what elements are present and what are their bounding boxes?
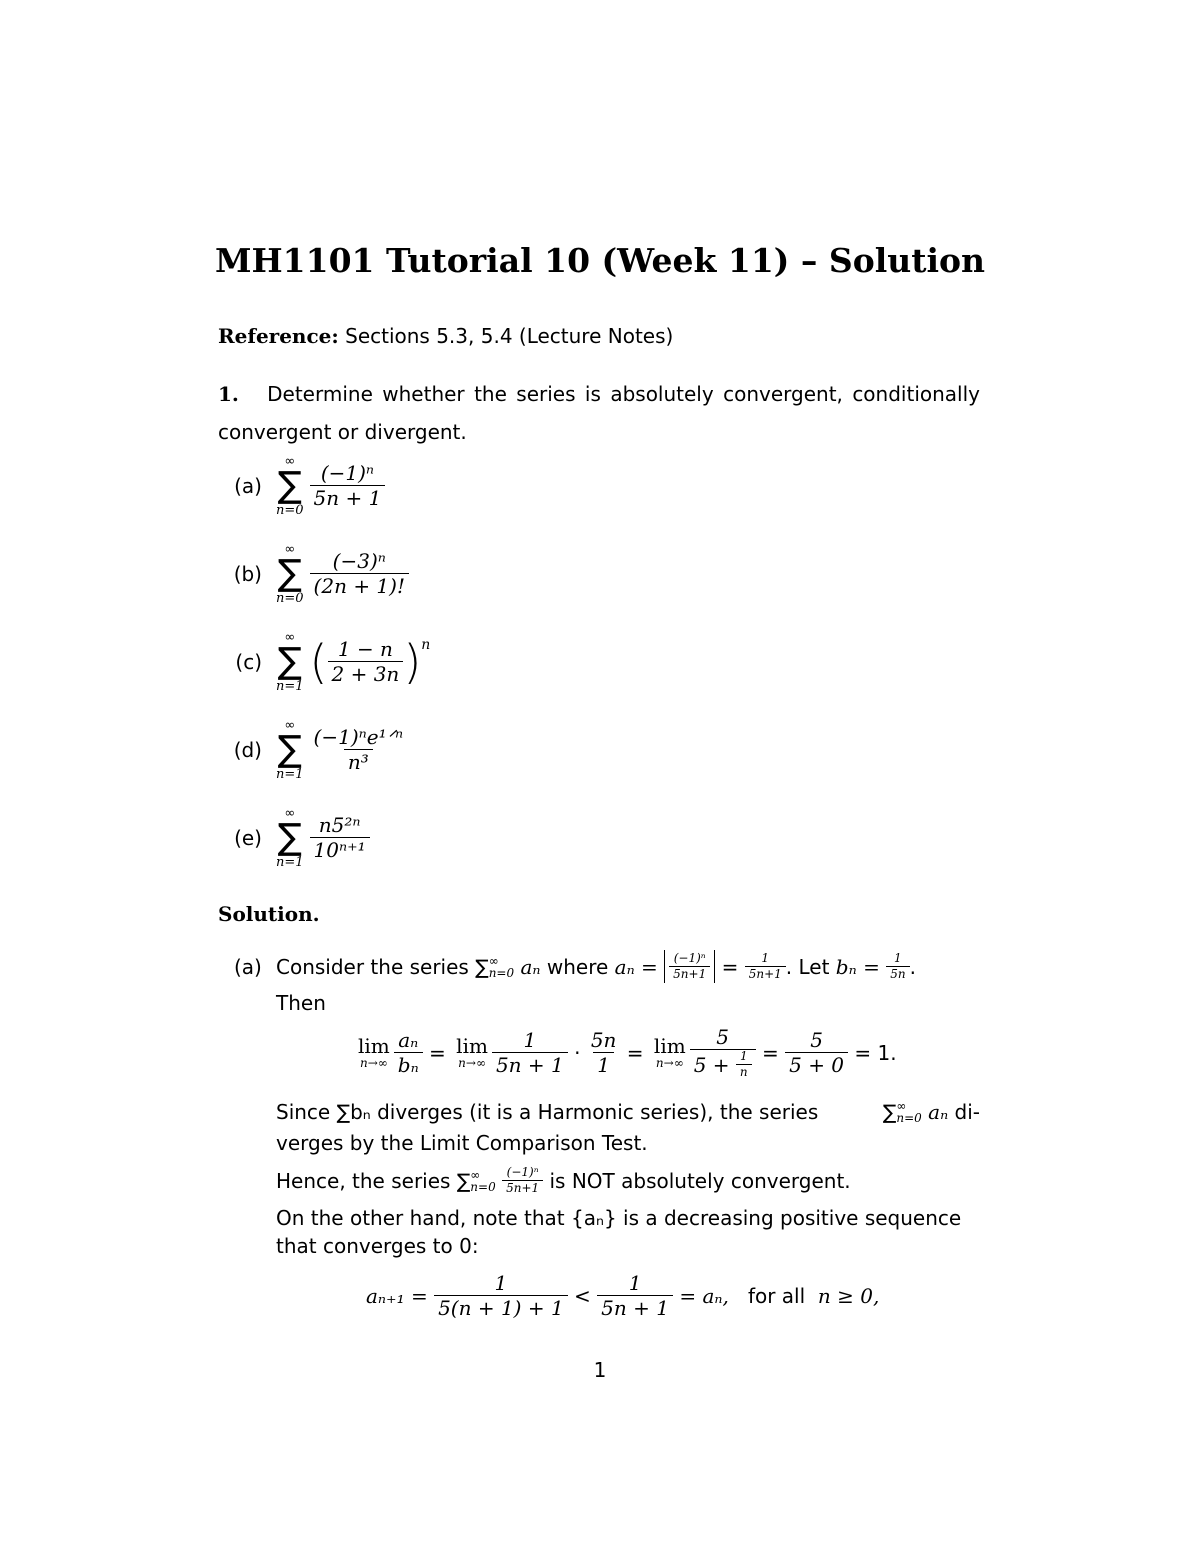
limit-equation: lim n→∞ $\frac{\text{aₙ}}{\text{bₙ}}$ = lim n→∞ $\frac{1}{5n + 1}$ · $\frac{5n}{1}$ = lim n→∞ 5 5 + $\frac{1}{n}$ = $\frac{5}{5 + 0}$ = 1.	[358, 1025, 897, 1079]
part-c	[216, 631, 430, 693]
summation: ∞ ∑ n=1	[276, 806, 304, 870]
part-d	[216, 719, 407, 781]
reference-label: Reference:	[218, 324, 339, 348]
part-a	[216, 455, 385, 517]
reference-line	[218, 324, 673, 348]
question-number: 1.	[218, 382, 239, 406]
left-paren: (	[309, 635, 328, 689]
absolute-value: $\frac{\text{(−1)ⁿ}}{5n+1}$	[664, 950, 715, 983]
part-label: (d)	[233, 738, 262, 762]
fraction: $\frac{1 - n}{2 + 3n}$	[328, 638, 404, 686]
part-label: (e)	[234, 826, 262, 850]
hence-line: Hence, the series ∑ ∞ n=0 $\frac{\text{(−1)ⁿ}}{5n+1}$ is NOT absolutely convergent.	[276, 1165, 851, 1195]
fraction: $\frac{\text{(−3)ⁿ}}{(2n + 1)!}$	[310, 550, 409, 598]
fraction: $\frac{\text{n5²ⁿ}}{\text{10ⁿ⁺¹}}$	[310, 814, 370, 862]
other-hand-line1: On the other hand, note that {aₙ} is a decreasing positive sequence	[276, 1206, 962, 1230]
since-line: Since ∑bₙ diverges (it is a Harmonic series), the series ∑ ∞ n=0 aₙ di-	[276, 1099, 980, 1125]
part-b	[216, 543, 409, 605]
part-e	[216, 807, 370, 869]
page-number: 1	[593, 1358, 607, 1382]
right-paren: )	[403, 635, 422, 689]
summation: ∞ ∑ n=0	[276, 542, 304, 606]
solution-heading: Solution.	[218, 902, 320, 926]
solution-a-line1: (a) Consider the series ∑ ∞ n=0 aₙ where aₙ = $\frac{\text{(−1)ⁿ}}{5n+1}$ = $\frac{1}{5n+1}$ . Let bₙ = $\frac{1}{5n}$ .	[234, 950, 916, 983]
fraction: $\frac{\text{(−1)ⁿe¹ᐟⁿ}}{\text{n³}}$	[313, 725, 404, 774]
other-hand-line2: that converges to 0:	[276, 1234, 479, 1258]
part-label: (b)	[233, 562, 262, 586]
part-label: (c)	[235, 650, 262, 674]
question-1	[218, 375, 980, 451]
exponent: n	[421, 637, 431, 653]
summation: ∞ ∑ n=1	[276, 718, 304, 782]
since-line2: verges by the Limit Comparison Test.	[276, 1131, 648, 1155]
then-text: Then	[276, 991, 326, 1015]
page-title: MH1101 Tutorial 10 (Week 11) – Solution	[214, 241, 986, 280]
question-text: Determine whether the series is absolutely convergent, conditionally convergent or divergent.	[218, 382, 980, 444]
inequality: aₙ₊₁ = $\frac{1}{5(n + 1) + 1}$ < $\frac{1}{5n + 1}$ = aₙ, for all n ≥ 0,	[366, 1271, 880, 1320]
summation: ∞ ∑ n=0	[276, 454, 304, 518]
fraction: $\frac{\text{(−1)ⁿ}}{5n + 1}$	[310, 462, 386, 510]
summation: ∞ ∑ n=1	[276, 630, 304, 694]
reference-text: Sections 5.3, 5.4 (Lecture Notes)	[345, 324, 674, 348]
part-label: (a)	[234, 474, 262, 498]
solution-label: (a)	[234, 954, 262, 979]
